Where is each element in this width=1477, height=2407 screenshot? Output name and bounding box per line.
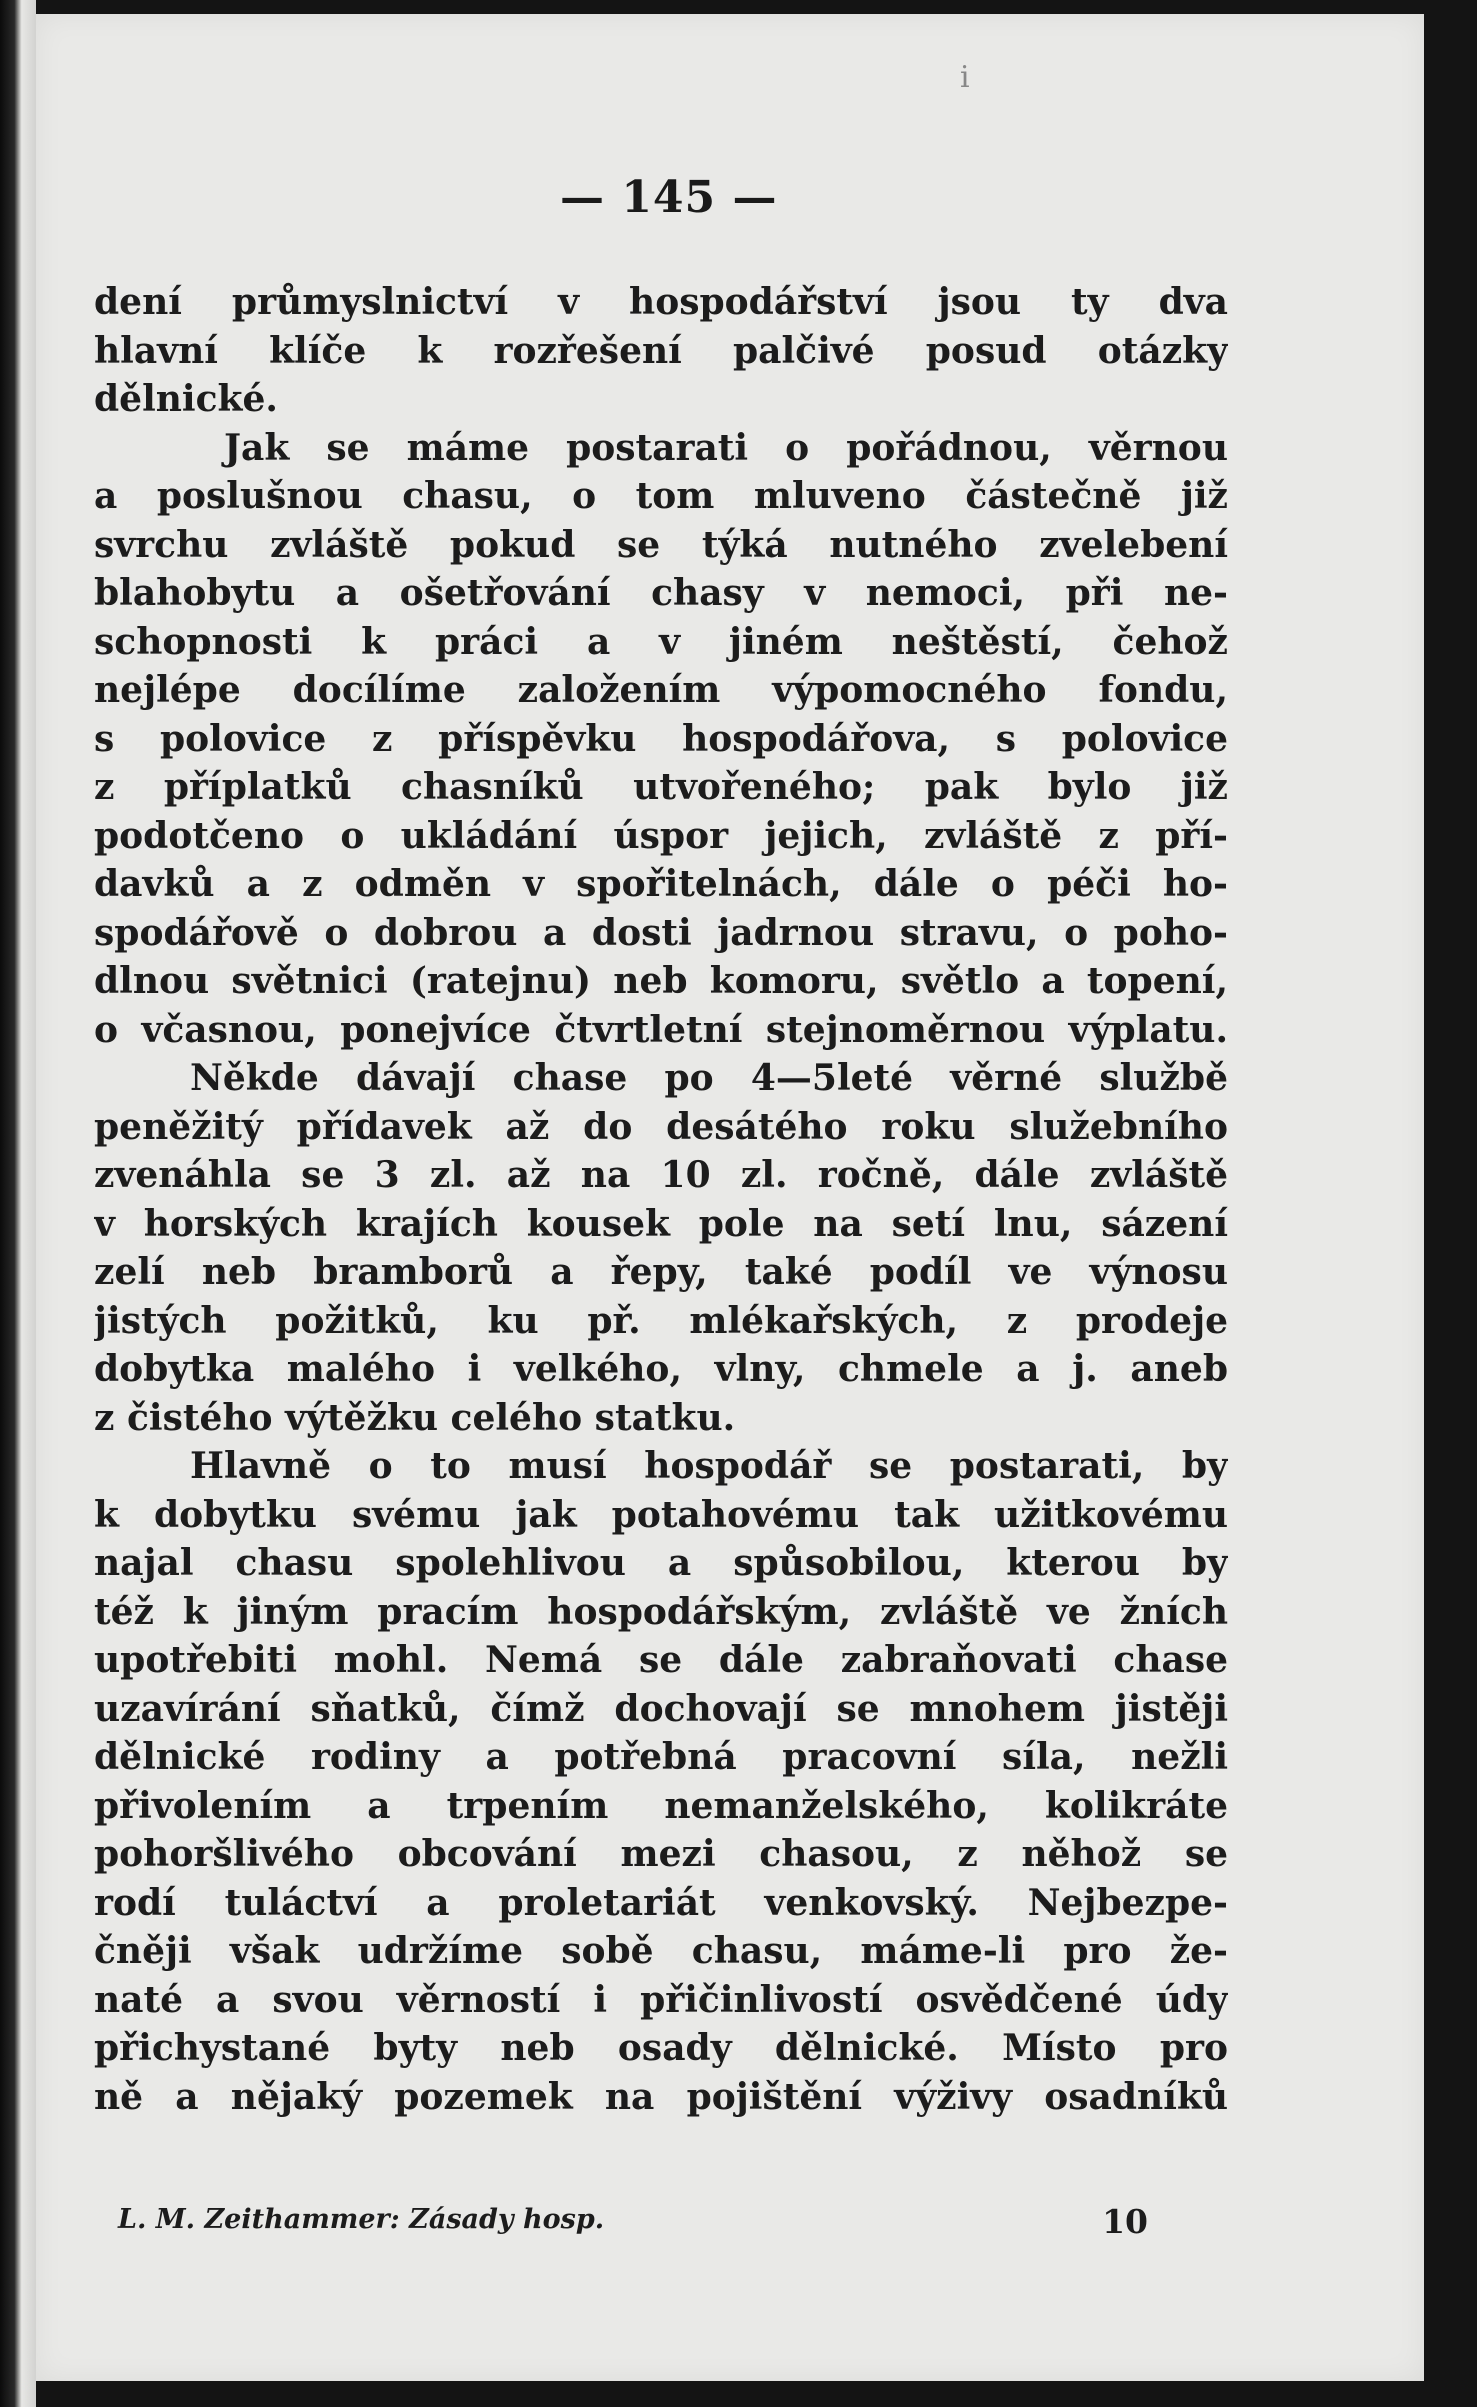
text-line: o včasnou, ponejvíce čtvrtletní stejnoměrnou výplatu. bbox=[94, 1008, 1228, 1051]
text-line: ně a nějaký pozemek na pojištění výživy osadníků bbox=[94, 2075, 1228, 2118]
page-number-header: — 145 — bbox=[560, 172, 778, 223]
printer-signature: L. M. Zeithammer: Zásady hosp. bbox=[118, 2204, 605, 2235]
text-line: nejlépe docílíme založením výpomocného fondu, bbox=[94, 669, 1228, 711]
text-line: dobytka malého i velkého, vlny, chmele a j. aneb bbox=[94, 1348, 1228, 1390]
text-line: z čistého výtěžku celého statku. bbox=[94, 1396, 736, 1439]
text-line: s polovice z příspěvku hospodářova, s polovice bbox=[94, 717, 1228, 760]
text-line: zvenáhla se 3 zl. až na 10 zl. ročně, dále zvláště bbox=[94, 1154, 1228, 1196]
signature-number: 10 bbox=[1102, 2202, 1148, 2241]
text-line: přichystané byty neb osady dělnické. Místo pro bbox=[94, 2027, 1228, 2069]
text-line: dělnické. bbox=[94, 378, 278, 420]
text-line: schopnosti k práci a v jiném neštěstí, čehož bbox=[94, 620, 1228, 663]
text-line: dlnou světnici (ratejnu) neb komoru, světlo a topení, bbox=[94, 960, 1228, 1002]
text-line: jistých požitků, ku př. mlékařských, z prodeje bbox=[94, 1299, 1228, 1342]
text-line: svrchu zvláště pokud se týká nutného zvelebení bbox=[94, 523, 1228, 566]
footer-signature-line bbox=[118, 2204, 1148, 2244]
text-line: rodí tuláctví a proletariát venkovský. Nejbezpe- bbox=[94, 1881, 1228, 1924]
text-line: zelí neb bramborů a řepy, také podíl ve výnosu bbox=[94, 1251, 1228, 1293]
text-line: naté a svou věrností i přičinlivostí osvědčené údy bbox=[94, 1978, 1228, 2021]
text-line: dělnické rodiny a potřebná pracovní síla, nežli bbox=[94, 1736, 1228, 1778]
text-line: peněžitý přídavek až do desátého roku služebního bbox=[94, 1105, 1228, 1148]
text-line: pohoršlivého obcování mezi chasou, z něhož se bbox=[94, 1833, 1228, 1875]
text-line: upotřebiti mohl. Nemá se dále zabraňovati chase bbox=[94, 1639, 1228, 1681]
text-line: též k jiným pracím hospodářským, zvláště ve žních bbox=[94, 1590, 1228, 1633]
text-line: davků a z odměn v spořitelnách, dále o péči ho- bbox=[94, 863, 1228, 905]
text-line: Jak se máme postarati o pořádnou, věrnou bbox=[224, 426, 1228, 469]
binding-edge bbox=[0, 0, 36, 2407]
text-line: najal chasu spolehlivou a spůsobilou, kterou by bbox=[94, 1542, 1228, 1584]
text-line: Někde dávají chase po 4—5leté věrné službě bbox=[190, 1057, 1228, 1099]
stray-mark: i bbox=[960, 60, 970, 95]
text-line: z příplatků chasníků utvořeného; pak bylo již bbox=[94, 766, 1228, 808]
text-line: Hlavně o to musí hospodář se postarati, by bbox=[190, 1445, 1228, 1487]
text-line: k dobytku svému jak potahovému tak užitkovému bbox=[94, 1493, 1228, 1536]
text-line: uzavírání sňatků, čímž dochovají se mnohem jistěji bbox=[94, 1687, 1228, 1730]
text-line: spodářově o dobrou a dosti jadrnou stravu, o poho- bbox=[94, 911, 1228, 954]
body-text bbox=[94, 278, 1228, 2121]
text-line: přivolením a trpením nemanželského, kolikráte bbox=[94, 1784, 1228, 1827]
text-line: v horských krajích kousek pole na setí lnu, sázení bbox=[94, 1202, 1228, 1245]
text-line: hlavní klíče k rozřešení palčivé posud otázky bbox=[94, 329, 1228, 372]
text-line: a poslušnou chasu, o tom mluveno částečně již bbox=[94, 475, 1228, 517]
text-line: podotčeno o ukládání úspor jejich, zvláště z pří- bbox=[94, 814, 1228, 857]
text-line: čněji však udržíme sobě chasu, máme-li pro že- bbox=[94, 1930, 1228, 1972]
text-line: dení průmyslnictví v hospodářství jsou ty dva bbox=[94, 281, 1228, 323]
text-line: blahobytu a ošetřování chasy v nemoci, při ne- bbox=[94, 572, 1228, 614]
